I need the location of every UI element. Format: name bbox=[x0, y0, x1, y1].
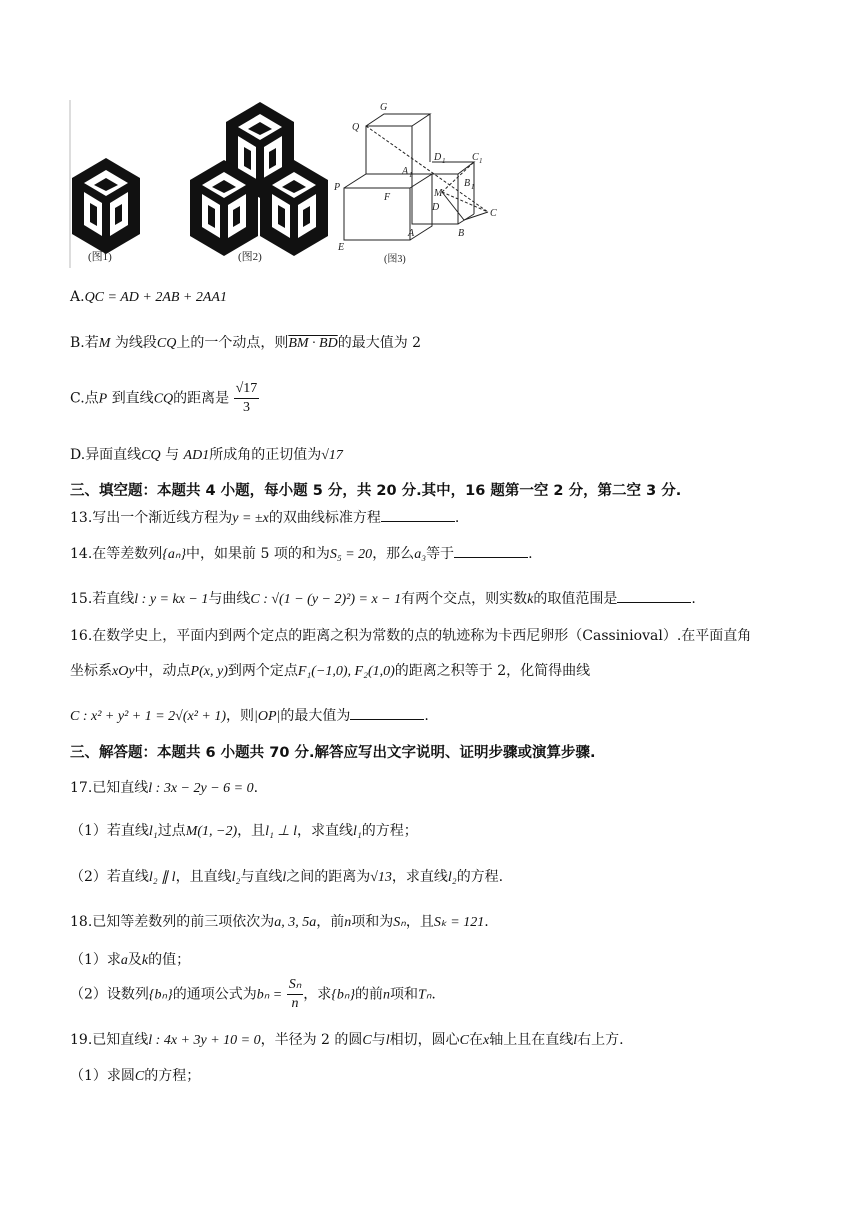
fig2-caption: (图2) bbox=[238, 251, 262, 263]
option-a-prefix: A. bbox=[70, 289, 85, 305]
distance-fraction: $\frac{√17}{3}$ bbox=[235, 381, 258, 415]
answer-blank[interactable] bbox=[381, 509, 455, 522]
svg-text:Q: Q bbox=[352, 122, 360, 133]
svg-text:C: C bbox=[490, 208, 497, 219]
fig2-cubes bbox=[190, 102, 328, 256]
svg-text:D: D bbox=[432, 202, 440, 213]
question-18-part-2: （2）设数列{bₙ}的通项公式为bₙ = $\frac{\text{Sₙ}}{n}$ ，求{bₙ}的前n项和Tₙ. bbox=[70, 977, 436, 1011]
vector-product: BM · BD bbox=[288, 336, 338, 351]
fig3-labels bbox=[333, 102, 497, 253]
fig3-wireframe bbox=[344, 114, 488, 240]
question-13: 13.写出一个渐近线方程为y = ±x的双曲线标准方程 . bbox=[70, 510, 460, 526]
question-14: 14.在等差数列{aₙ}中，如果前 5 项的和为S₅ = 20，那么a₃等于 . bbox=[70, 546, 533, 562]
svg-text:A: A bbox=[402, 166, 409, 177]
question-17-part-1: （1）若直线l₁过点M(1, −2)，且l₁ ⊥ l，求直线l₁的方程； bbox=[70, 823, 418, 839]
svg-text:1: 1 bbox=[409, 171, 413, 179]
svg-text:F: F bbox=[384, 192, 391, 203]
svg-text:C: C bbox=[472, 152, 479, 163]
section-fill-heading: 三、填空题：本题共 4 小题，每小题 5 分，共 20 分.其中，16 题第一空 2 分，第二空 3 分. bbox=[70, 483, 682, 499]
question-16-line-1: 16.在数学史上，平面内到两个定点的距离之积为常数的点的轨迹称为卡西尼卵形（Cassinioval）.在平面直角 bbox=[70, 628, 752, 644]
svg-text:E: E bbox=[338, 242, 345, 253]
fig1-caption: (图1) bbox=[88, 251, 112, 263]
svg-text:B: B bbox=[464, 178, 471, 189]
question-19-stem: 19.已知直线l : 4x + 3y + 10 = 0，半径为 2 的圆C与l相切，圆心C在x轴上且在直线l右上方. bbox=[70, 1032, 624, 1048]
svg-text:1: 1 bbox=[471, 183, 475, 191]
svg-text:M: M bbox=[434, 188, 443, 199]
question-16-line-3: C : x² + y² + 1 = 2√(x² + 1)，则|OP|的最大值为 . bbox=[70, 708, 429, 724]
answer-blank[interactable] bbox=[350, 707, 424, 720]
fig3-caption: (图3) bbox=[384, 254, 406, 265]
svg-text:1: 1 bbox=[479, 157, 483, 165]
svg-text:A: A bbox=[408, 228, 415, 239]
svg-text:B: B bbox=[458, 228, 465, 239]
section-solve-heading: 三、解答题：本题共 6 小题共 70 分.解答应写出文字说明、证明步骤或演算步骤. bbox=[70, 745, 596, 761]
svg-text:P: P bbox=[334, 182, 341, 193]
option-b: B.若M 为线段CQ上的一个动点，则BM · BD的最大值为 2 bbox=[70, 335, 422, 351]
svg-text:D: D bbox=[434, 152, 442, 163]
question-18-stem: 18.已知等差数列的前三项依次为a, 3, 5a，前n项和为Sₙ，且Sₖ = 121. bbox=[70, 914, 489, 930]
answer-blank[interactable] bbox=[617, 590, 691, 603]
option-c: C.点P 到直线CQ的距离是 $\frac{√17}{3}$ bbox=[70, 381, 258, 415]
bn-fraction: $\frac{\text{Sₙ}}{n}$ bbox=[288, 977, 302, 1011]
option-a bbox=[70, 287, 227, 308]
svg-text:1: 1 bbox=[442, 157, 446, 165]
figures-illustration bbox=[66, 98, 506, 270]
question-17-stem: 17.已知直线l : 3x − 2y − 6 = 0. bbox=[70, 780, 259, 796]
question-16-line-2: 坐标系xOy中，动点P(x, y)到两个定点F₁(−1,0), F₂(1,0)的距离之积等于 2，化简得曲线 bbox=[70, 663, 591, 679]
fig1-cube bbox=[72, 158, 140, 254]
option-a-formula: QC = AD + 2AB + 2AA1 bbox=[84, 290, 227, 305]
question-18-part-1: （1）求a及k的值； bbox=[70, 952, 191, 968]
answer-blank[interactable] bbox=[454, 545, 528, 558]
option-d: D.异面直线CQ 与 AD1所成角的正切值为√17 bbox=[70, 447, 343, 463]
svg-text:G: G bbox=[380, 102, 388, 113]
question-19-part-1: （1）求圆C的方程； bbox=[70, 1068, 201, 1084]
question-15: 15.若直线l : y = kx − 1与曲线C : √(1 − (y − 2)²) = x − 1有两个交点，则实数k的取值范围是 . bbox=[70, 591, 696, 607]
figures-area bbox=[66, 98, 506, 270]
question-17-part-2: （2）若直线l₂ ∥ l，且直线l₂与直线l之间的距离为√13，求直线l₂的方程. bbox=[70, 869, 504, 885]
